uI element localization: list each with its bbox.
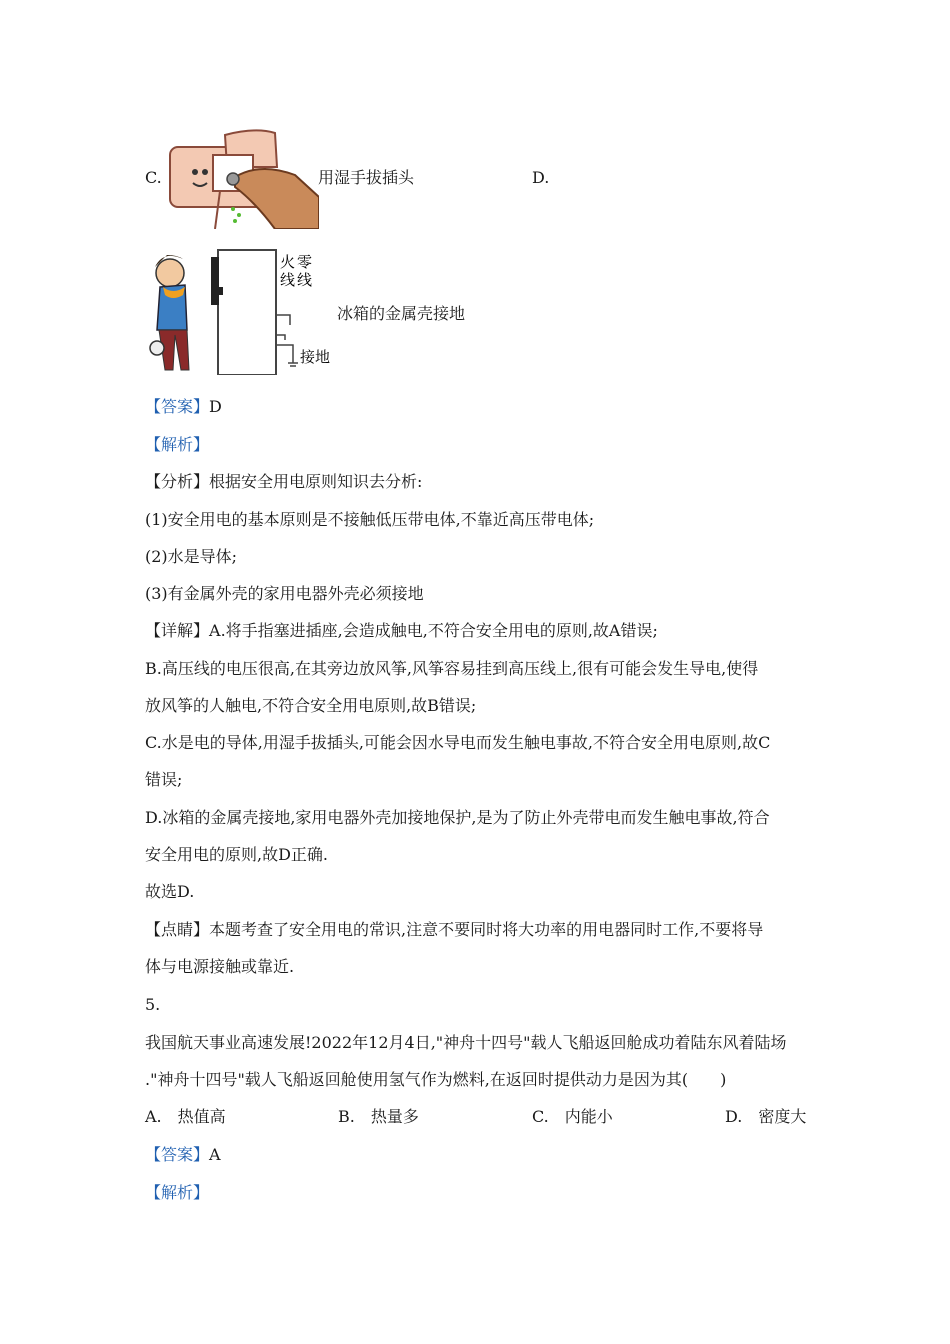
option-d-letter: D. [532, 168, 550, 187]
point-3: (3)有金属外壳的家用电器外壳必须接地 [145, 584, 424, 603]
detail-d1: D.冰箱的金属壳接地,家用电器外壳加接地保护,是为了防止外壳带电而发生触电事故,符合 [145, 808, 770, 827]
option-d-caption: 冰箱的金属壳接地 [337, 304, 466, 323]
detail-c2: 错误; [145, 770, 183, 789]
detail-tag: 【详解】 [145, 621, 210, 640]
dianjing-l1: 本题考查了安全用电的常识,注意不要同时将大功率的用电器同时工作,不要将导 [209, 920, 764, 939]
point-1: (1)安全用电的基本原则是不接触低压带电体,不靠近高压带电体; [145, 510, 595, 529]
fenxi-line [145, 472, 422, 492]
option-a: A. 热值高 [145, 1107, 226, 1126]
fenxi-tag: 【分析】 [145, 472, 210, 491]
question-5-line-1: 我国航天事业高速发展!2022年12月4日,"神舟十四号"载人飞船返回舱成功着陆东风着陆场 [145, 1033, 787, 1052]
point-2: (2)水是导体; [145, 547, 238, 566]
detail-b2: 放风筝的人触电,不符合安全用电原则,故B错误; [145, 696, 477, 715]
option-c-letter: C. [145, 168, 162, 187]
option-b: B. 热量多 [338, 1107, 419, 1126]
fig-label-line2: 线 [297, 273, 313, 289]
answer-value: D [209, 397, 222, 416]
detail-c1: C.水是电的导体,用湿手拔插头,可能会因水导电而发生触电事故,不符合安全用电原则,故C [145, 733, 771, 752]
detail-d2: 安全用电的原则,故D正确. [145, 845, 329, 864]
answer-line-2 [145, 1145, 221, 1165]
analysis-tag-1: 【解析】 [145, 435, 210, 454]
fig-label-line1: 线 [280, 273, 296, 289]
fig-label-ground: 接地 [300, 350, 331, 366]
option-d: D. 密度大 [725, 1107, 807, 1126]
detail-a-line [145, 621, 658, 641]
answer-tag: 【答案】 [145, 397, 210, 416]
analysis-tag-2: 【解析】 [145, 1183, 210, 1202]
dianjing-l2: 体与电源接触或靠近. [145, 957, 295, 976]
question-5-line-2: ."神舟十四号"载人飞船返回舱使用氢气作为燃料,在返回时提供动力是因为其( ) [145, 1070, 727, 1089]
fig-label-live: 火 [280, 255, 296, 271]
answer-tag-2: 【答案】 [145, 1145, 210, 1164]
answer-line-1 [145, 397, 222, 417]
fig-label-neutral: 零 [297, 255, 313, 271]
dianjing-tag: 【点睛】 [145, 920, 210, 939]
dianjing-line-1 [145, 920, 763, 940]
answer-value-2: A [209, 1145, 221, 1164]
detail-a: A.将手指塞进插座,会造成触电,不符合安全用电的原则,故A错误; [209, 621, 658, 640]
fridge-grounding-illustration [145, 245, 335, 375]
detail-choose: 故选D. [145, 882, 195, 901]
option-c: C. 内能小 [532, 1107, 613, 1126]
question-5-number: 5. [145, 995, 161, 1014]
fenxi-text: 根据安全用电原则知识去分析: [209, 472, 423, 491]
option-c-caption: 用湿手拔插头 [318, 168, 415, 187]
wet-hand-unplug-illustration [165, 127, 319, 229]
detail-b1: B.高压线的电压很高,在其旁边放风筝,风筝容易挂到高压线上,很有可能会发生导电,使得 [145, 659, 759, 678]
